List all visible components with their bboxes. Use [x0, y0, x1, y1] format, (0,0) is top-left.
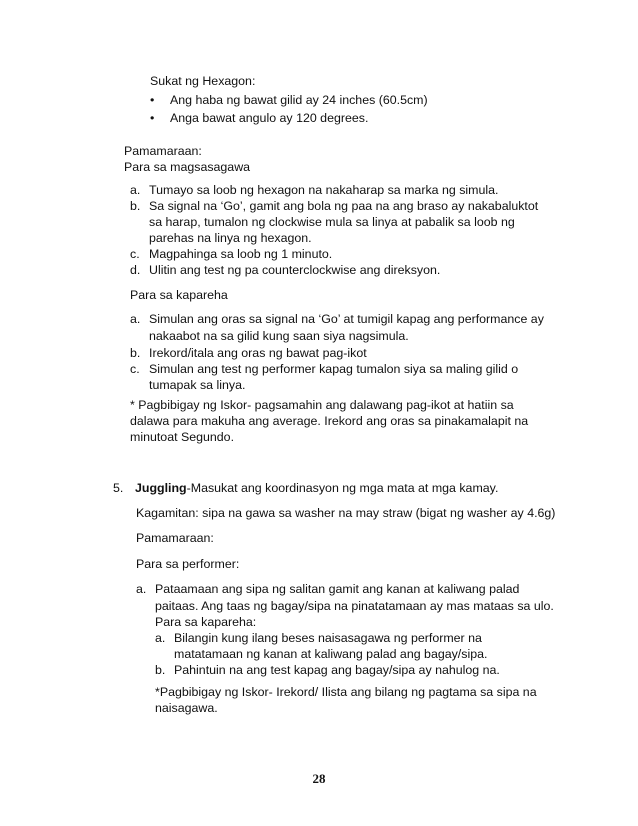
scoring-note-line: minutoat Segundo. — [130, 430, 235, 444]
hexagon-size-title: Sukat ng Hexagon: — [150, 74, 256, 88]
procedure-heading: Pamamaraan: — [136, 531, 214, 545]
list-item: a. Tumayo sa loob ng hexagon na nakaharap sa marka ng simula. — [130, 183, 499, 197]
list-item-continued: tumapak sa linya. — [149, 378, 246, 392]
list-item: b. Sa signal na ‘Go’, gamit ang bola ng paa na ang braso ay nakabaluktot — [130, 199, 539, 213]
list-item: b. Irekord/itala ang oras ng bawat pag-ikot — [130, 346, 367, 360]
list-item-continued: Para sa kapareha: — [155, 615, 257, 629]
bullet-icon: • — [150, 111, 155, 125]
scoring-note-line: * Pagbibigay ng Iskor- pagsamahin ang dalawang pag-ikot at hatiin sa — [130, 398, 514, 412]
sub-list-item-continued: matatamaan ng kanan at kaliwang palad ang bagay/sipa. — [174, 647, 488, 661]
scoring-note-line: *Pagbibigay ng Iskor- Irekord/ Ilista ang bilang ng pagtama sa sipa na — [155, 685, 537, 699]
list-item: a. Simulan ang oras sa signal na ‘Go’ at tumigil kapag ang performance ay — [130, 312, 544, 326]
scoring-note-line: dalawa para makuha ang average. Irekord ang oras sa pinakamalapit na — [130, 414, 529, 428]
list-item: d. Ulitin ang test ng pa counterclockwise ang direksyon. — [130, 263, 441, 277]
bullet-item: • Anga bawat angulo ay 120 degrees. — [150, 111, 369, 125]
bullet-item: • Ang haba ng bawat gilid ay 24 inches (60.5cm) — [150, 93, 428, 107]
sub-list-item: b. Pahintuin na ang test kapag ang bagay/sipa ay nahulog na. — [155, 663, 500, 677]
partner-heading: Para sa kapareha — [130, 288, 228, 302]
list-item-continued: sa harap, tumalon ng clockwise mula sa linya at pabalik sa loob ng — [149, 215, 515, 229]
equipment-line: Kagamitan: sipa na gawa sa washer na may straw (bigat ng washer ay 4.6g) — [136, 506, 556, 520]
performer-heading: Para sa magsasagawa — [124, 160, 251, 174]
list-item: c. Simulan ang test ng performer kapag tumalon siya sa maling gilid o — [130, 362, 519, 376]
performer-heading: Para sa performer: — [136, 557, 240, 571]
list-item: a. Pataamaan ang sipa ng salitan gamit ang kanan at kaliwang palad — [136, 582, 520, 596]
list-item-continued: nakaabot na sa gilid kung saan siya nagsimula. — [149, 329, 409, 343]
bullet-icon: • — [150, 93, 155, 107]
list-item-continued: parehas na linya ng hexagon. — [149, 231, 312, 245]
list-item: c. Magpahinga sa loob ng 1 minuto. — [130, 247, 333, 261]
scoring-note-line: naisagawa. — [155, 701, 218, 715]
procedure-heading: Pamamaraan: — [124, 144, 202, 158]
page-number: 28 — [312, 771, 326, 786]
sub-list-item: a. Bilangin kung ilang beses naisasagawa ng performer na — [155, 631, 482, 645]
section-heading: 5. Juggling-Masukat ang koordinasyon ng mga mata at mga kamay. — [113, 481, 499, 495]
list-item-continued: paitaas. Ang taas ng bagay/sipa na pinatatamaan ay mas mataas sa ulo. — [155, 599, 554, 613]
